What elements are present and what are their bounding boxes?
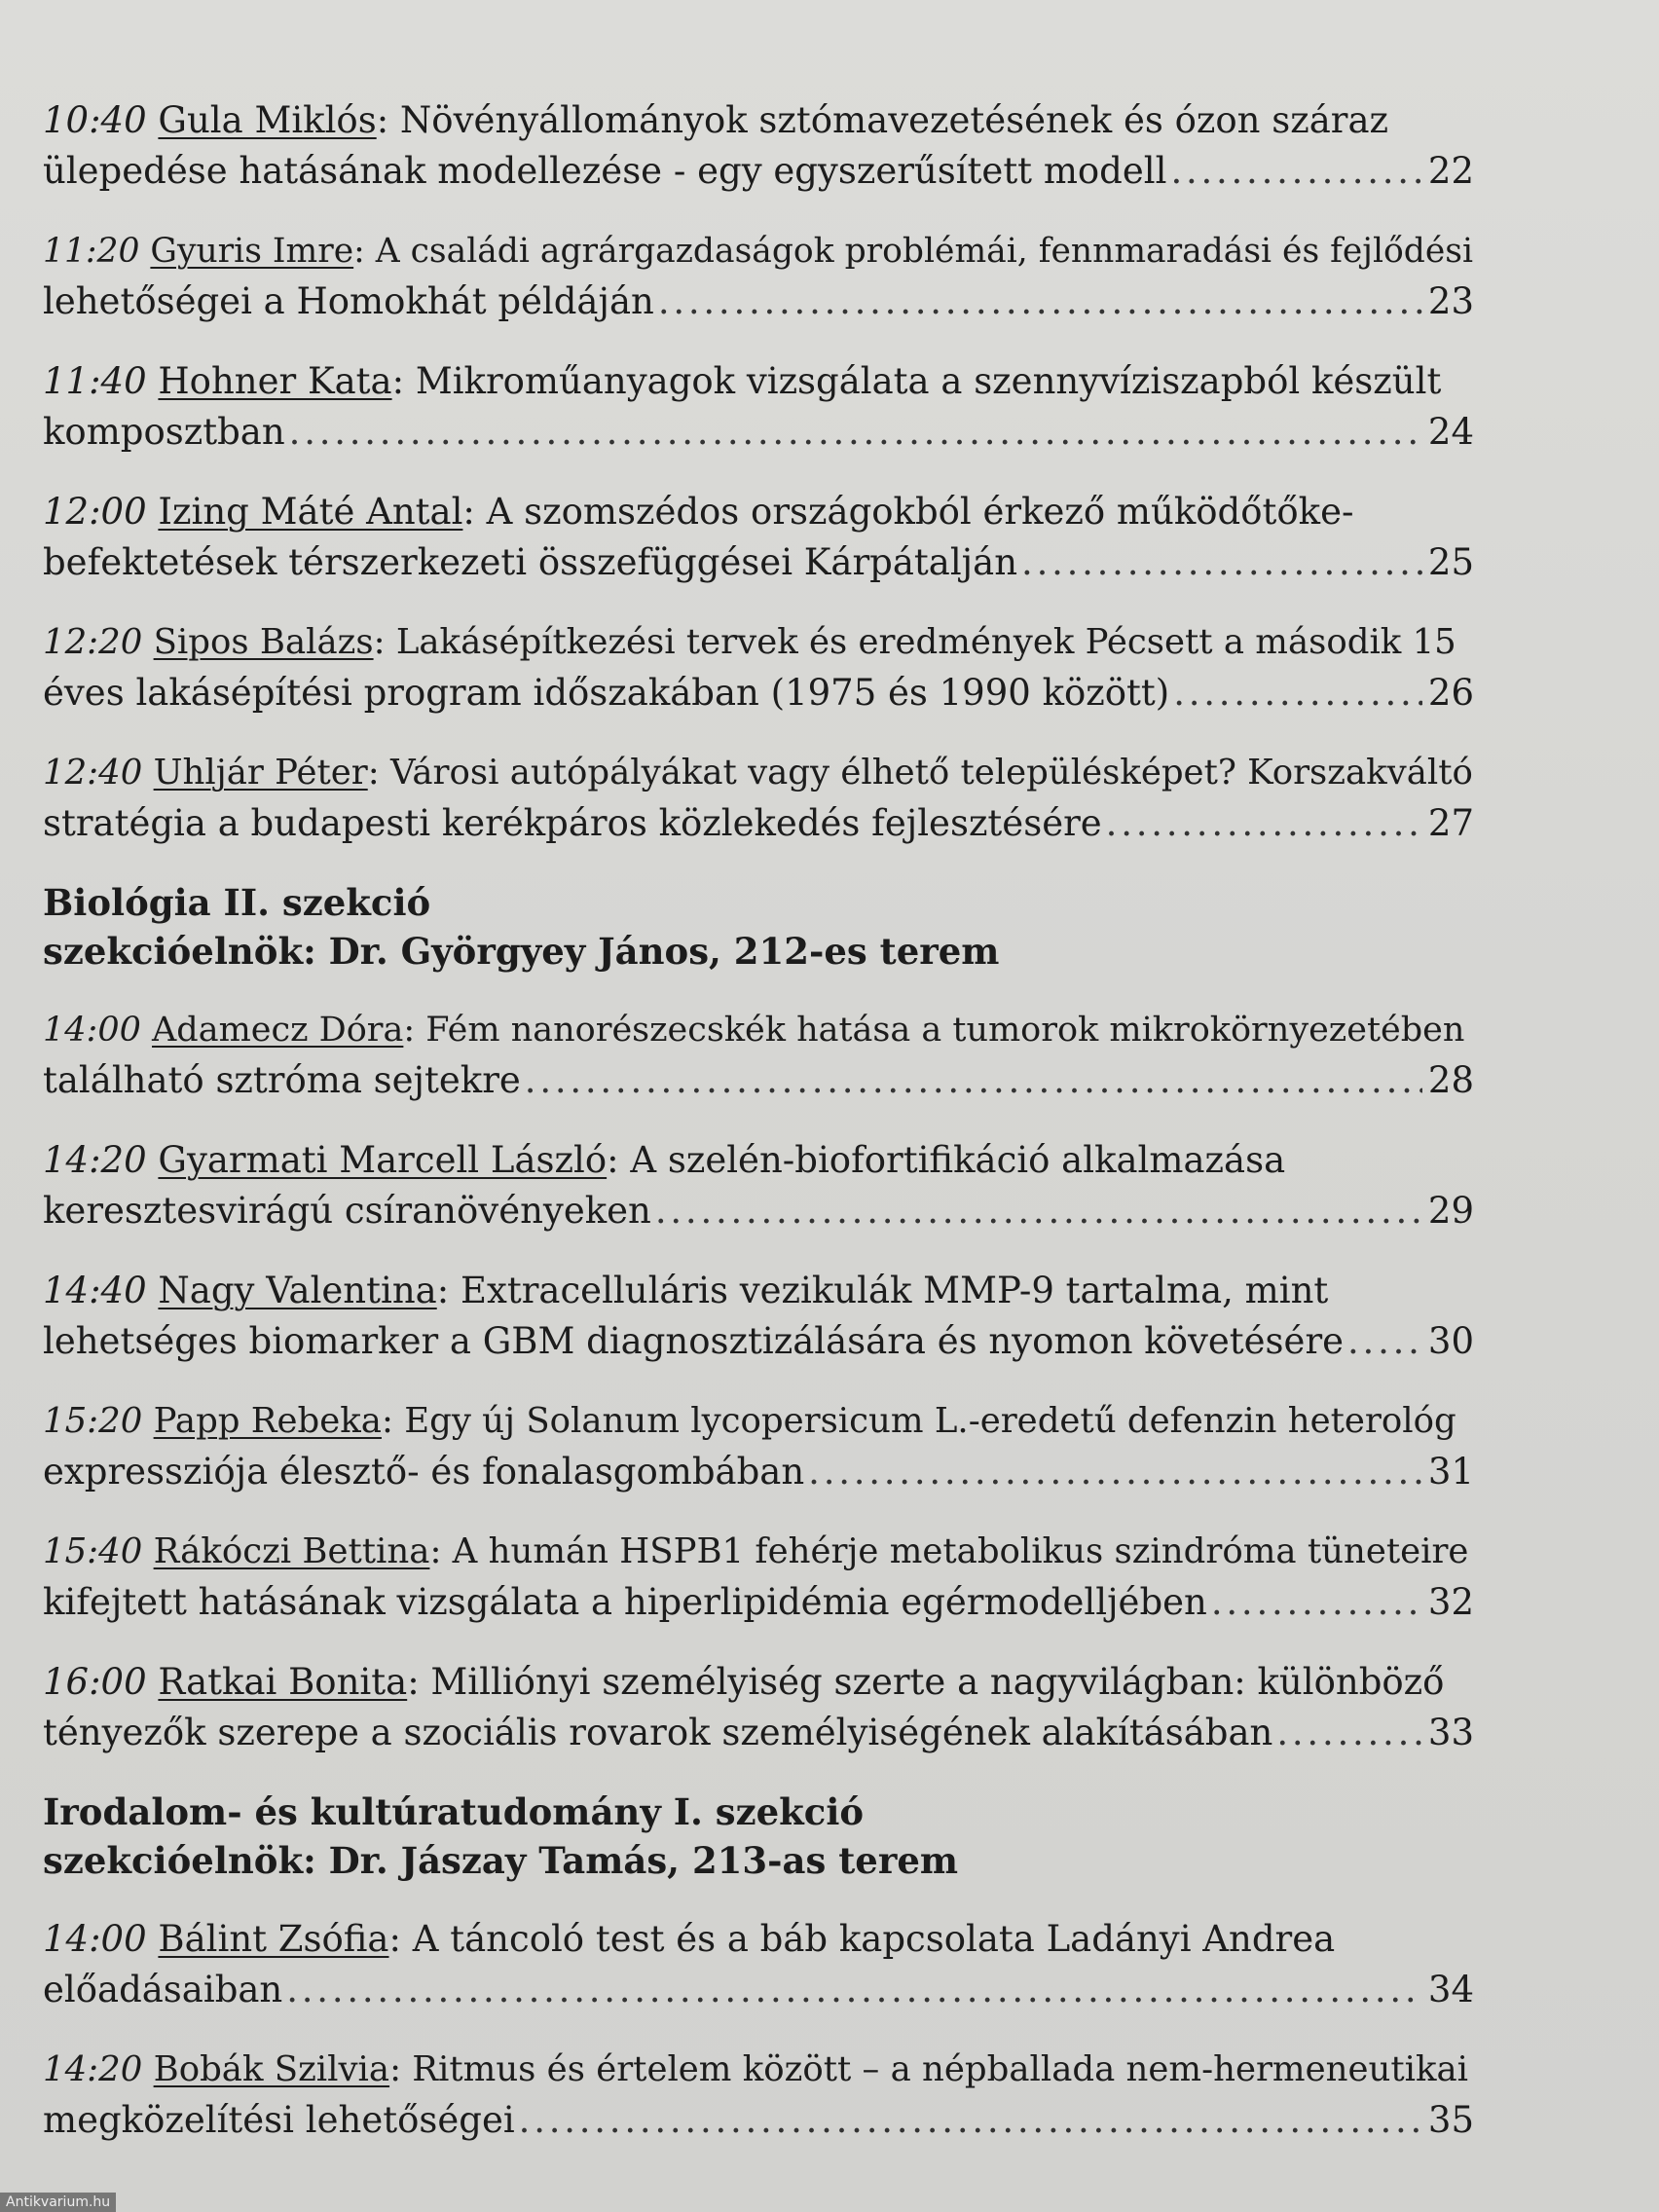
page-number: 32 xyxy=(1427,1581,1474,1623)
entry-title-start: : Egy új Solanum lycopersicum L.-eredetű defenzin heterológ xyxy=(381,1401,1456,1441)
entry-second-line xyxy=(43,1186,1474,1236)
entry-title-end: expressziója élesztő- és fonalasgombában xyxy=(43,1451,805,1493)
entry-title-end: előadásaiban xyxy=(43,1969,283,2010)
entry-title-end: ülepedése hatásának modellezése - egy egyszerűsített modell xyxy=(43,150,1167,192)
toc-entry xyxy=(43,1527,1474,1628)
dot-leader xyxy=(289,407,1422,458)
toc-entry xyxy=(43,2045,1474,2146)
toc-entry xyxy=(43,1135,1474,1236)
entry-first-line xyxy=(43,748,1474,798)
entry-first-line xyxy=(43,1657,1474,1708)
dot-leader xyxy=(1347,1316,1422,1367)
entry-title-end: lehetőségei a Homokhát példáján xyxy=(43,280,654,322)
entry-title-end: komposztban xyxy=(43,411,285,453)
watermark: Antikvarium.hu xyxy=(0,2193,116,2212)
entry-second-line xyxy=(43,537,1474,588)
entry-time: 10:40 xyxy=(43,99,147,141)
entry-time: 12:20 xyxy=(43,622,143,662)
entry-author: Adamecz Dóra xyxy=(152,1011,404,1050)
entry-title-end: található sztróma sejtekre xyxy=(43,1059,521,1101)
dot-leader xyxy=(1021,537,1422,588)
toc-entry xyxy=(43,617,1474,719)
entry-author: Sipos Balázs xyxy=(153,622,374,662)
entry-author: Gyarmati Marcell László xyxy=(158,1139,608,1181)
entry-author: Uhljár Péter xyxy=(153,753,368,793)
dot-leader xyxy=(519,2095,1422,2146)
entry-first-line xyxy=(43,1396,1474,1447)
entry-time: 11:20 xyxy=(43,232,140,271)
entry-title-start: : Növényállományok sztómavezetésének és ózon száraz xyxy=(376,99,1389,141)
toc-entry xyxy=(43,226,1474,327)
entry-title-start: : A szelén-biofortifikáció alkalmazása xyxy=(607,1139,1286,1181)
entry-time: 14:20 xyxy=(43,2049,143,2089)
toc-entry xyxy=(43,95,1474,197)
entry-second-line xyxy=(43,146,1474,197)
toc-entry xyxy=(43,1266,1474,1367)
entry-title-end: tényezők szerepe a szociális rovarok személyiségének alakításában xyxy=(43,1712,1273,1753)
entry-time: 14:00 xyxy=(43,1011,141,1050)
dot-leader xyxy=(655,1186,1422,1236)
entry-title-start: : A szomszédos országokból érkező működőtőke- xyxy=(462,491,1354,533)
section-title: Irodalom- és kultúratudomány I. szekció xyxy=(43,1790,865,1833)
toc-entry xyxy=(43,1914,1474,2015)
entry-first-line xyxy=(43,95,1474,146)
entry-second-line xyxy=(43,1447,1474,1497)
page-number: 24 xyxy=(1427,411,1474,453)
entry-author: Bálint Zsófia xyxy=(158,1918,389,1960)
page-number: 31 xyxy=(1427,1451,1474,1493)
entry-title-end: megközelítési lehetőségei xyxy=(43,2099,515,2141)
entry-second-line xyxy=(43,2095,1474,2146)
dot-leader xyxy=(525,1055,1422,1106)
dot-leader xyxy=(1173,668,1422,719)
toc-entry xyxy=(43,1005,1474,1106)
entry-author: Gula Miklós xyxy=(158,99,377,141)
entry-time: 15:40 xyxy=(43,1531,143,1571)
entry-first-line xyxy=(43,1914,1474,1965)
entry-title-end: befektetések térszerkezeti összefüggései Kárpátalján xyxy=(43,541,1018,583)
section-title: Biológia II. szekció xyxy=(43,881,431,924)
page-number: 35 xyxy=(1427,2099,1474,2141)
entry-title-start: : Extracelluláris vezikulák MMP-9 tartalma, mint xyxy=(436,1270,1329,1311)
entry-author: Gyuris Imre xyxy=(150,232,354,271)
page-number: 33 xyxy=(1427,1712,1474,1753)
toc-entry xyxy=(43,1396,1474,1497)
entry-time: 11:40 xyxy=(43,360,147,402)
entry-second-line xyxy=(43,1965,1474,2015)
entry-second-line xyxy=(43,1708,1474,1758)
entry-title-start: : A családi agrárgazdaságok problémái, fennmaradási és fejlődési xyxy=(353,232,1474,271)
dot-leader xyxy=(1276,1708,1422,1758)
entry-second-line xyxy=(43,1577,1474,1628)
section-chair: szekcióelnök: Dr. Jászay Tamás, 213-as terem xyxy=(43,1839,959,1882)
toc-entry xyxy=(43,1657,1474,1758)
entry-list xyxy=(43,95,1474,849)
entry-first-line xyxy=(43,1135,1474,1186)
entry-title-end: lehetséges biomarker a GBM diagnosztizálására és nyomon követésére xyxy=(43,1320,1345,1362)
page-number: 30 xyxy=(1427,1320,1474,1362)
page-number: 26 xyxy=(1427,672,1474,714)
page-number: 29 xyxy=(1427,1190,1474,1232)
page-number: 34 xyxy=(1427,1969,1474,2010)
toc-entry xyxy=(43,748,1474,849)
entry-first-line xyxy=(43,2045,1474,2095)
entry-second-line xyxy=(43,407,1474,458)
entry-second-line xyxy=(43,798,1474,849)
section-heading xyxy=(43,1788,1474,1885)
page-number: 25 xyxy=(1427,541,1474,583)
entry-title-start: : Fém nanorészecskék hatása a tumorok mikrokörnyezetében xyxy=(403,1011,1465,1050)
entry-author: Nagy Valentina xyxy=(158,1270,437,1311)
entry-first-line xyxy=(43,356,1474,407)
entry-title-start: : Ritmus és értelem között – a népballada nem-hermeneutikai xyxy=(389,2049,1468,2089)
section-heading xyxy=(43,878,1474,976)
entry-author: Rákóczi Bettina xyxy=(153,1531,430,1571)
page-number: 27 xyxy=(1427,802,1474,844)
entry-time: 15:20 xyxy=(43,1401,143,1441)
page-number: 28 xyxy=(1427,1059,1474,1101)
entry-author: Ratkai Bonita xyxy=(158,1661,408,1703)
toc-entry xyxy=(43,487,1474,588)
entry-first-line xyxy=(43,1527,1474,1577)
section-chair: szekcióelnök: Dr. Györgyey János, 212-es terem xyxy=(43,930,1000,973)
entry-author: Hohner Kata xyxy=(158,360,392,402)
entry-first-line xyxy=(43,226,1474,276)
entry-first-line xyxy=(43,1266,1474,1316)
page-number: 22 xyxy=(1427,150,1474,192)
entry-author: Papp Rebeka xyxy=(153,1401,382,1441)
entry-title-end: kifejtett hatásának vizsgálata a hiperlipidémia egérmodelljében xyxy=(43,1581,1207,1623)
dot-leader xyxy=(658,276,1422,327)
entry-title-start: : A humán HSPB1 fehérje metabolikus szindróma tüneteire xyxy=(429,1531,1469,1571)
toc-entry xyxy=(43,356,1474,458)
dot-leader xyxy=(808,1447,1422,1497)
entry-second-line xyxy=(43,1316,1474,1367)
dot-leader xyxy=(1170,146,1421,197)
entry-title-start: : Városi autópályákat vagy élhető településképet? Korszakváltó xyxy=(367,753,1473,793)
entry-title-start: : Lakásépítkezési tervek és eredmények Pécsett a második 15 xyxy=(373,622,1456,662)
page-number: 23 xyxy=(1427,280,1474,322)
entry-first-line xyxy=(43,1005,1474,1055)
entry-second-line xyxy=(43,276,1474,327)
entry-title-start: : A táncoló test és a báb kapcsolata Ladányi Andrea xyxy=(388,1918,1336,1960)
entry-time: 12:40 xyxy=(43,753,143,793)
entry-title-end: éves lakásépítési program időszakában (1975 és 1990 között) xyxy=(43,672,1170,714)
entry-time: 14:00 xyxy=(43,1918,147,1960)
entry-second-line xyxy=(43,668,1474,719)
table-of-contents xyxy=(43,95,1474,2175)
entry-time: 14:40 xyxy=(43,1270,147,1311)
entry-time: 12:00 xyxy=(43,491,147,533)
entry-title-end: stratégia a budapesti kerékpáros közlekedés fejlesztésére xyxy=(43,802,1102,844)
entry-list xyxy=(43,1914,1474,2146)
dot-leader xyxy=(1211,1577,1422,1628)
dot-leader xyxy=(286,1965,1422,2015)
entry-list xyxy=(43,1005,1474,1758)
entry-first-line xyxy=(43,617,1474,668)
entry-second-line xyxy=(43,1055,1474,1106)
entry-title-start: : Mikroműanyagok vizsgálata a szennyvíziszapból készült xyxy=(391,360,1442,402)
entry-author: Izing Máté Antal xyxy=(158,491,463,533)
entry-title-end: keresztesvirágú csíranövényeken xyxy=(43,1190,651,1232)
entry-first-line xyxy=(43,487,1474,537)
entry-time: 16:00 xyxy=(43,1661,147,1703)
dot-leader xyxy=(1106,798,1422,849)
entry-title-start: : Milliónyi személyiség szerte a nagyvilágban: különböző xyxy=(407,1661,1445,1703)
entry-author: Bobák Szilvia xyxy=(153,2049,390,2089)
entry-time: 14:20 xyxy=(43,1139,147,1181)
